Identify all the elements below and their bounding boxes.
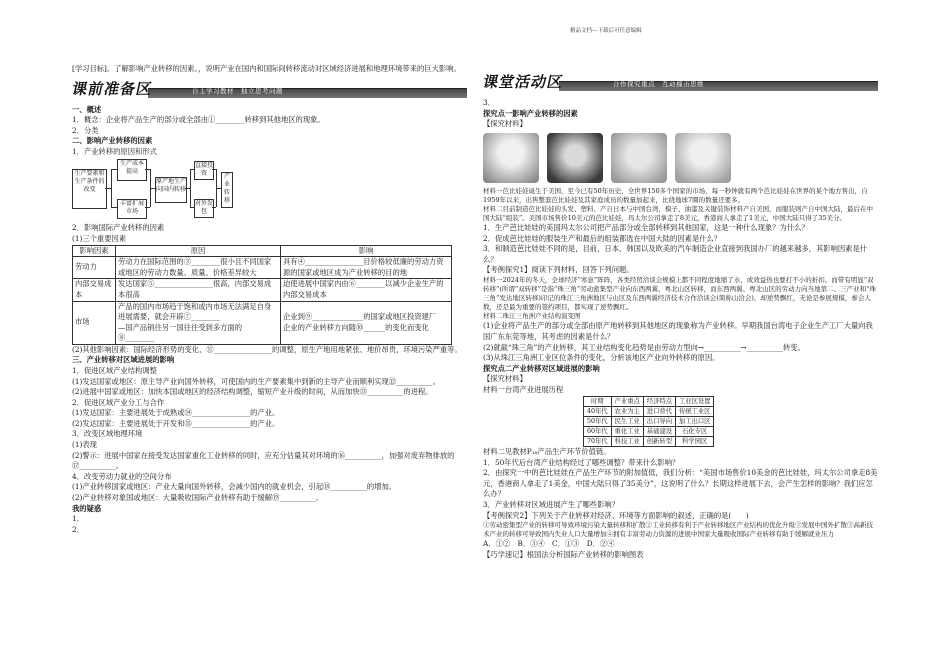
page-header-note: 精品文档---下载后可任意编辑 [570, 28, 642, 34]
doubt-line: 1． [72, 514, 84, 524]
table-cell: 创新转型 [643, 437, 675, 447]
table-cell: 进口替代 [643, 406, 675, 416]
table-cell: 内部交易成本 [73, 279, 116, 301]
learning-goals: [学习目标]。了解影响产业转移的因素。，说明产业在国内和国际间转移流动对区域经济进展和地理环境带来的巨大影响。 [72, 64, 461, 73]
table-row [584, 437, 714, 447]
left-column [72, 64, 467, 535]
question: (2)就截“珠三角”的产业转移，其工业结构变化趋势是由劳动力型向→__________→__________转变。 [483, 342, 805, 352]
paragraph: (1)表现 [72, 440, 97, 450]
table-cell: 加工出口区 [675, 416, 713, 426]
paragraph: 2．分类 [72, 125, 99, 135]
banner-subtitle: 自主学习教材 独立思考问题 [192, 86, 283, 95]
table-cell: 60年代 [584, 426, 612, 436]
section-heading: 一、概述 [72, 104, 102, 114]
banner-subtitle: 合作探究重点 互动撞击思维 [613, 80, 704, 88]
table-cell: 基础建设 [643, 426, 675, 436]
flow-diagram [72, 159, 242, 221]
table-cell: 70年代 [584, 437, 612, 447]
paragraph: 材料二珠江三角洲产业结构演变图 [483, 312, 581, 321]
question: (1)企业将产品生产的部分或全部由原产地转移到其他地区的现象称为产业转移。早期我国台湾电子企业生产工厂大量向我国广东东莞等地，其考虑的因素是什么？ [483, 321, 873, 342]
paragraph: 材料二见教材P₁₈产品生产环节价值链。 [483, 447, 611, 457]
paragraph: 3．改变区域地理环境 [72, 429, 143, 439]
paragraph: 1．产业转移的原因和形式 [72, 146, 157, 156]
paragraph: 2．影响国际产业转移的因素 [72, 223, 165, 233]
table-row [584, 416, 714, 426]
section-heading: 探究点二产业转移对区域进展的影响 [483, 363, 600, 373]
doll-photos [483, 133, 878, 183]
table-cell: 具有④________________目价格较低廉的劳动力资源的国家或地区成为产业转移的目的地 [281, 257, 452, 279]
table-cell: 40年代 [584, 406, 612, 416]
table-header: 影响 [281, 245, 452, 257]
table-row [73, 279, 452, 301]
table-cell: 劳动力在国际范围的③________很小且不同国家或地区的劳动力数量、质量、价格差异较大 [116, 257, 281, 279]
paragraph: (2)其他影响因素：国际经济形势的变化、⑪________________的调整，原生产地用地紧张、地价昂贵，环境污染严重等。 [72, 344, 462, 354]
paragraph: (1)产业转移国家或地区：产业大量向国外转移，会减少国内的就业机会，引起⑱__________的增加。 [72, 482, 397, 492]
question: 1．生产芭比娃娃的美国玛太尔公司把产品部分或全部转移到其他国家，这是一种什么现象？为什么？ [483, 223, 809, 233]
table-cell: 科学园区 [675, 437, 713, 447]
doll-photo-3 [611, 133, 667, 183]
tag: 【探究材料】 [483, 374, 527, 384]
doll-photo-4 [675, 133, 731, 183]
table-cell: 市场 [73, 301, 116, 344]
banner-title: 课堂活动区 [481, 73, 566, 91]
table-cell: 迫使进展中国家内由⑥________以减少企业生产的内部交易成本 [281, 279, 452, 301]
banner-title: 课前准备区 [70, 79, 155, 98]
paragraph: (2)发达国家：主要进展处于开发和⑮________________的产业。 [72, 418, 280, 428]
class-banner [483, 72, 878, 92]
table-cell: 50年代 [584, 416, 612, 426]
flow-box-cost: 生产成本提高 [117, 159, 147, 181]
paragraph: 1．促进区域产业结构调整 [72, 365, 157, 375]
paragraph: 材料二目前制造芭比娃娃的头发、塑料、产自日本与中国台湾，模子、油漆及关键装饰材料产自美国，而服装则产自中国大陆，最后在中国大陆“组装”。美国市场售价10美元的芭比娃娃，玛太尔公司拿走了8美元，香港商人拿走了1美元，中国大陆只得了35美分。 [483, 204, 873, 223]
question: 3．和制造芭比娃娃不同的是，目前，日本、韩国以及欧美的汽车制造企业直接到我国办厂的越来越多，其影响因素是什么？ [483, 244, 868, 264]
flow-box-market: 丰富扩展市场 [117, 199, 147, 219]
table-cell: 劳动力 [73, 257, 116, 279]
right-column [483, 66, 878, 561]
table-row [584, 396, 714, 406]
table-cell: 传统工业区 [675, 406, 713, 416]
paragraph: 2．促进区域产业分工与合作 [72, 397, 165, 407]
flow-box-move: 原产地生产向国内转移 [155, 177, 187, 203]
paragraph: (2)产业转移对象国或地区：大量吸收国际产业转移有助于缓解⑲__________。 [72, 492, 324, 502]
table-row [73, 301, 452, 344]
example-title: 【考例探究2】下列关于产业转移对经济、环境等方面影响的叙述，正确的是( ) [483, 510, 749, 520]
question: 3．产业转移对区域进展产生了哪些影响？ [483, 500, 619, 510]
flow-box-factors: 生产要素和生产条件的改变 [72, 169, 107, 209]
table-row [584, 426, 714, 436]
table-header: 经济特点 [643, 396, 675, 406]
paragraph: 材料一台湾产业进展历程 [483, 384, 564, 394]
doll-photo-1 [483, 133, 539, 183]
factor-table [72, 245, 452, 345]
tip: 【巧学速记】根国法分析国际产业转移的影响图表 [483, 549, 644, 559]
table-cell: 出口导向 [643, 416, 675, 426]
section-heading: 探究点一影响产业转移的因素 [483, 108, 578, 118]
prep-banner [72, 79, 467, 99]
flow-box-outsource: 对外发包 [194, 199, 214, 218]
paragraph: (1)发达国家：主要进展处于成熟或⑭________________的产业。 [72, 408, 280, 418]
banner-bar [559, 81, 878, 91]
question: 2．由探究一中的芭比娃娃在产品生产环节的附加值低，我们分析：“美国市场售价10美金的芭比娃娃，玛太尔公司拿走8美元，香港商人拿走了1美金，中国大陆只得了35美分”，这说明了什么？长期这样进展下去，会产生怎样的影响？我们应怎么办？ [483, 468, 878, 499]
paragraph: 1．概念：企业将产品生产的部分或全部由①________转移到其他地区的现象。 [72, 115, 325, 125]
table-header: 影响因素 [73, 245, 116, 257]
table-cell: 民生工业 [611, 416, 643, 426]
section-heading: 三、产业转移对区域进展的影响 [72, 355, 175, 365]
table-cell: 科技工业 [611, 437, 643, 447]
tag: 【探究材料】 [483, 119, 527, 129]
paragraph: (1)发达国家或地区：原主导产业向国外转移，可使国内的生产要素集中到新的主导产业而顺利实现⑫__________。 [72, 376, 440, 386]
table-header: 时期 [584, 396, 612, 406]
question: (3)从珠江三角洲工业区位条件的变化，分析该地区产业向外转移的原因。 [483, 353, 720, 363]
paragraph: 4．改变劳动力就业的空间分布 [72, 471, 172, 481]
question: 1．50年代后台湾产业结构经过了哪些调整？带来什么影响？ [483, 457, 680, 467]
question: 2．促成芭比娃娃的服装生产和最后的组装都选在中国大陆的因素是什么？ [483, 233, 722, 243]
paragraph: (1)三个重要因素 [72, 234, 127, 244]
paragraph: 材料一2024年的冬天，全球经济“寒意”阵阵，各类经贸洽谈会规模上都不同程度地缩了水，或效益热也要打不小的折扣。而带有明显“双转移”(所谓“双转移”是指“珠三角”劳动密集型产业向东西两翼、粤北山区转移，而东西两翼、粤北山区的劳动力向当地第二、三产业和“珠三角”发达地区转移)印记的珠江三角洲地区与山区及东西两翼经济技术合作洽谈会(简称山洽会)，却逆势飘红，无论是参展规模，参会人数，还是最为重要的签约项目，都实现了逆势飘红。 [483, 276, 876, 312]
doubt-line: 2． [72, 524, 84, 534]
table-header: 工业区设置 [675, 396, 713, 406]
table-cell: 石化专区 [675, 426, 713, 436]
example-title: 【考例探究1】阅读下列材料，回答下列问题。 [483, 265, 634, 275]
table-cell: 发达国家⑤________________很高，内部交易成本很高 [116, 279, 281, 301]
table-row [73, 257, 452, 279]
paragraph: ①劳动密集型产业的转移可导致环境污染大量转移和扩散②工业转移有利于产业转移地区产业结构的优化升级③发展中国外扩散③高新技术产业的转移可导致国内失业人口大量增加④拥有丰富劳动力资源的进展中国家大量吸收国际产业转移有助于缓解就业压力 [483, 521, 873, 539]
table-row [584, 406, 714, 416]
flow-box-result: 产业转移 [221, 172, 233, 208]
table-cell: 企业到⑨______________的国家或地区投资建厂 企业的产业转移方向随⑩______的变化而变化 [281, 301, 452, 344]
doubt-title: 我的疑惑 [72, 503, 102, 513]
options: A．①② B．③④ C．①③ D．②④ [483, 539, 615, 549]
flow-box-direct: 直接投资 [194, 161, 214, 180]
doll-photo-2 [547, 133, 603, 183]
section-heading: 二、影响产业转移的因素 [72, 136, 153, 146]
table-header: 原因 [116, 245, 281, 257]
taiwan-table [583, 396, 714, 448]
table-header: 产业重点 [611, 396, 643, 406]
table-cell: 重化工业 [611, 426, 643, 436]
paragraph: 3． [483, 98, 495, 107]
paragraph: (2)进展中国家或地区：加快本国或地区的经济结构调整，缩短产业升级的时间，从而加快⑬__________的进程。 [72, 387, 433, 397]
paragraph: (2)警示：进展中国家在接受发达国家重化工业转移的同时，应充分估量其对环境的⑯__________，加强对废弃物排放的⑰__________。 [72, 450, 455, 471]
paragraph: 材料一芭比娃娃诞生于美国，至今已有50年历史，全世界150多个国家的市场，每一秒钟就有两个芭比娃娃在世界的某个地方售出，自1959年以来，出售整套芭比娃娃及其家庭成员的数量加起来，比绕地球7圈的数量还要多。 [483, 186, 868, 204]
table-cell: 产品的国内市场趋于饱和或内市场无法满足自身进展需要，就会开辟⑦________ —国产品销往另一国往往受到多方面的⑧________ [116, 301, 281, 344]
table-cell: 农业为主 [611, 406, 643, 416]
